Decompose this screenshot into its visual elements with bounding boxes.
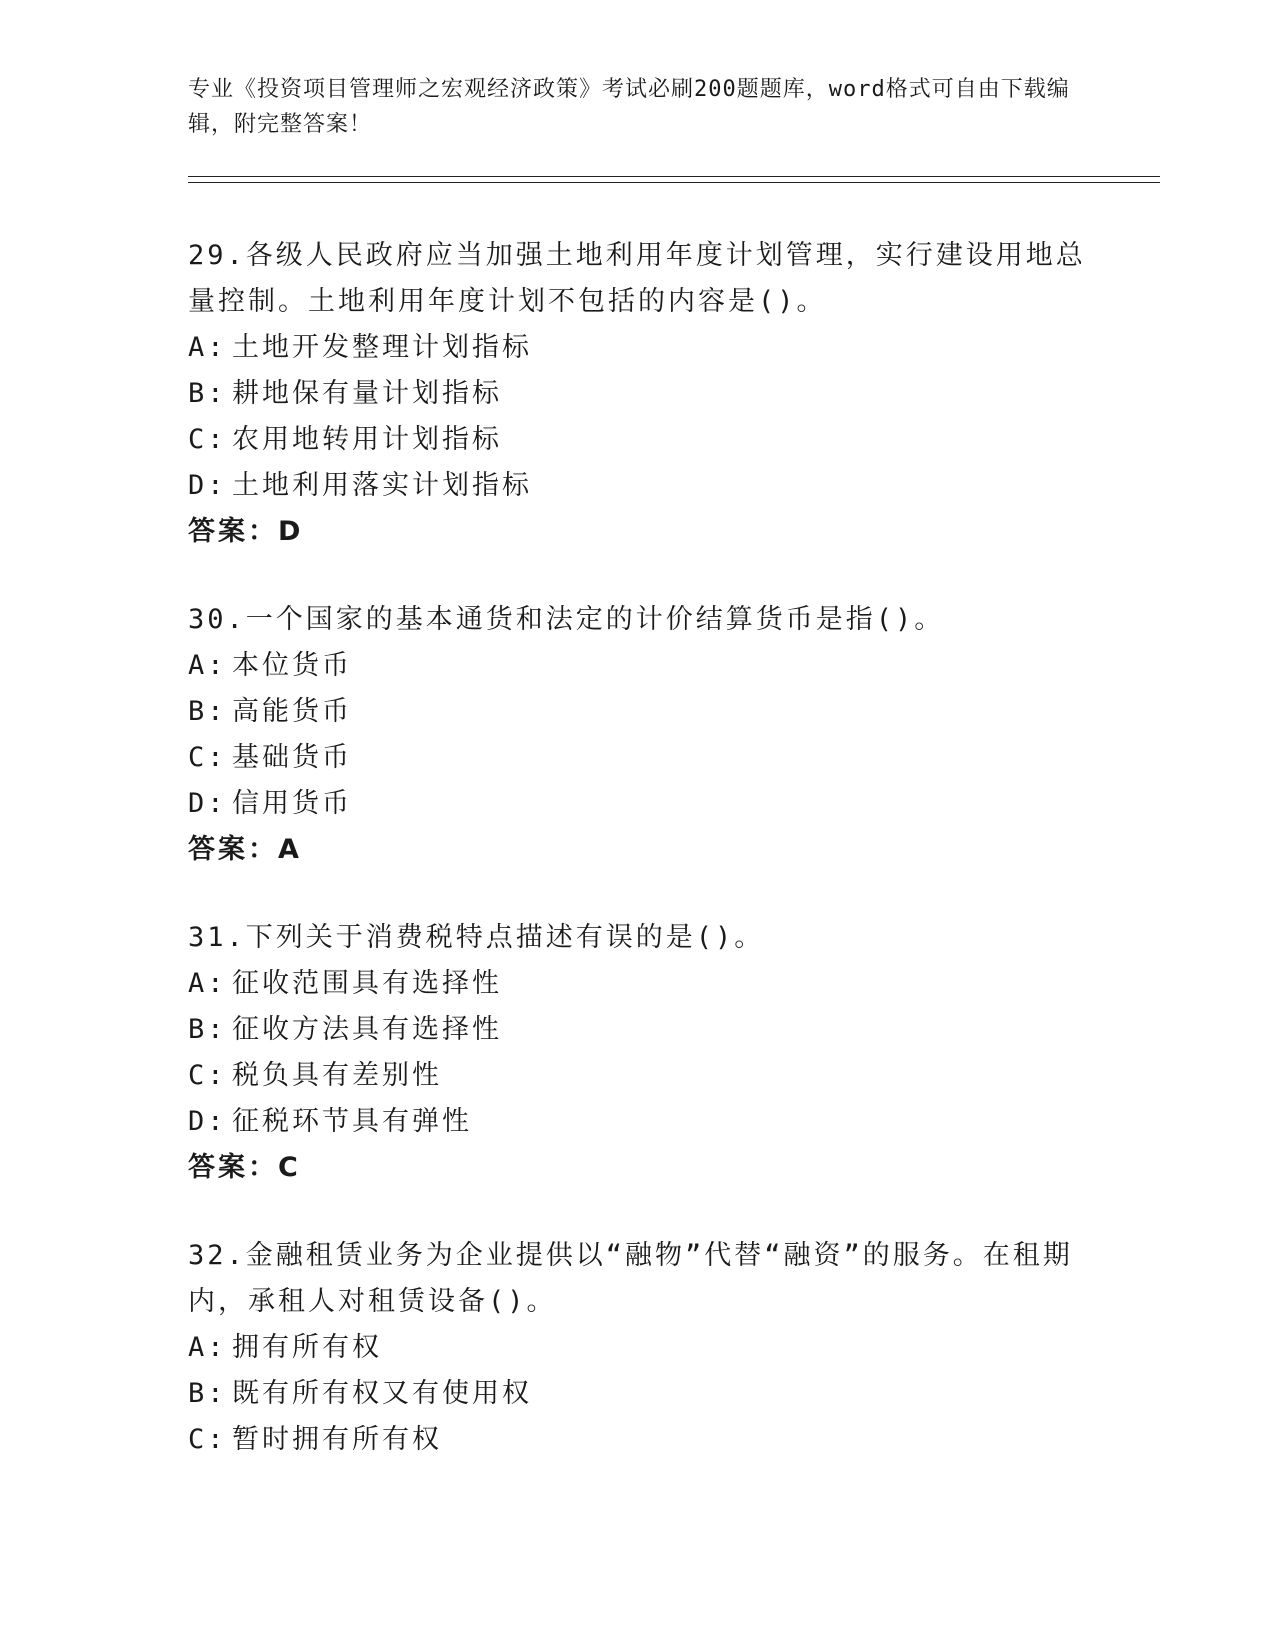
option-letter: C: xyxy=(188,1424,227,1455)
option-d xyxy=(188,463,1088,509)
option-letter: D: xyxy=(188,1106,227,1137)
question-31 xyxy=(188,915,1088,1191)
question-stem: 30.一个国家的基本通货和法定的计价结算货币是指()。 xyxy=(188,604,945,635)
option-b xyxy=(188,1007,1088,1053)
option-b xyxy=(188,371,1088,417)
option-letter: C: xyxy=(188,424,227,455)
option-text: 暂时拥有所有权 xyxy=(232,1424,442,1455)
answer-label: 答案：C xyxy=(188,1152,301,1183)
option-letter: B: xyxy=(188,696,227,727)
option-d xyxy=(188,781,1088,827)
option-letter: D: xyxy=(188,470,227,501)
option-text: 既有所有权又有使用权 xyxy=(232,1378,532,1409)
option-text: 高能货币 xyxy=(232,696,352,727)
option-letter: C: xyxy=(188,1060,227,1091)
option-a xyxy=(188,325,1088,371)
option-letter: D: xyxy=(188,788,227,819)
question-list xyxy=(188,233,1088,1505)
option-b xyxy=(188,689,1088,735)
option-text: 征收范围具有选择性 xyxy=(232,968,502,999)
option-letter: B: xyxy=(188,378,227,409)
question-stem: 29.各级人民政府应当加强土地利用年度计划管理，实行建设用地总量控制。土地利用年度计划不包括的内容是()。 xyxy=(188,240,1086,317)
option-letter: A: xyxy=(188,1332,227,1363)
question-30 xyxy=(188,597,1088,873)
question-stem: 31.下列关于消费税特点描述有误的是()。 xyxy=(188,922,765,953)
header-divider-bottom xyxy=(188,182,1160,183)
option-letter: B: xyxy=(188,1014,227,1045)
question-32 xyxy=(188,1233,1088,1463)
option-text: 土地利用落实计划指标 xyxy=(232,470,532,501)
option-letter: C: xyxy=(188,742,227,773)
answer-label: 答案：A xyxy=(188,834,302,865)
option-text: 基础货币 xyxy=(232,742,352,773)
option-c xyxy=(188,735,1088,781)
option-d xyxy=(188,1099,1088,1145)
option-a xyxy=(188,643,1088,689)
option-letter: A: xyxy=(188,650,227,681)
option-c xyxy=(188,417,1088,463)
answer-label: 答案：D xyxy=(188,516,304,547)
option-letter: A: xyxy=(188,968,227,999)
option-letter: B: xyxy=(188,1378,227,1409)
document-intro: 专业《投资项目管理师之宏观经济政策》考试必刷200题题库，word格式可自由下载编辑，附完整答案！ xyxy=(188,77,1070,137)
option-text: 信用货币 xyxy=(232,788,352,819)
option-text: 耕地保有量计划指标 xyxy=(232,378,502,409)
question-29 xyxy=(188,233,1088,555)
option-text: 税负具有差别性 xyxy=(232,1060,442,1091)
option-a xyxy=(188,1325,1088,1371)
option-b xyxy=(188,1371,1088,1417)
option-text: 拥有所有权 xyxy=(232,1332,382,1363)
option-text: 本位货币 xyxy=(232,650,352,681)
option-c xyxy=(188,1053,1088,1099)
option-text: 征收方法具有选择性 xyxy=(232,1014,502,1045)
option-a xyxy=(188,961,1088,1007)
option-text: 土地开发整理计划指标 xyxy=(232,332,532,363)
option-letter: A: xyxy=(188,332,227,363)
option-text: 征税环节具有弹性 xyxy=(232,1106,472,1137)
option-c xyxy=(188,1417,1088,1463)
question-stem: 32.金融租赁业务为企业提供以“融物”代替“融资”的服务。在租期内，承租人对租赁设备()。 xyxy=(188,1240,1073,1317)
header-divider-top xyxy=(188,176,1160,177)
option-text: 农用地转用计划指标 xyxy=(232,424,502,455)
